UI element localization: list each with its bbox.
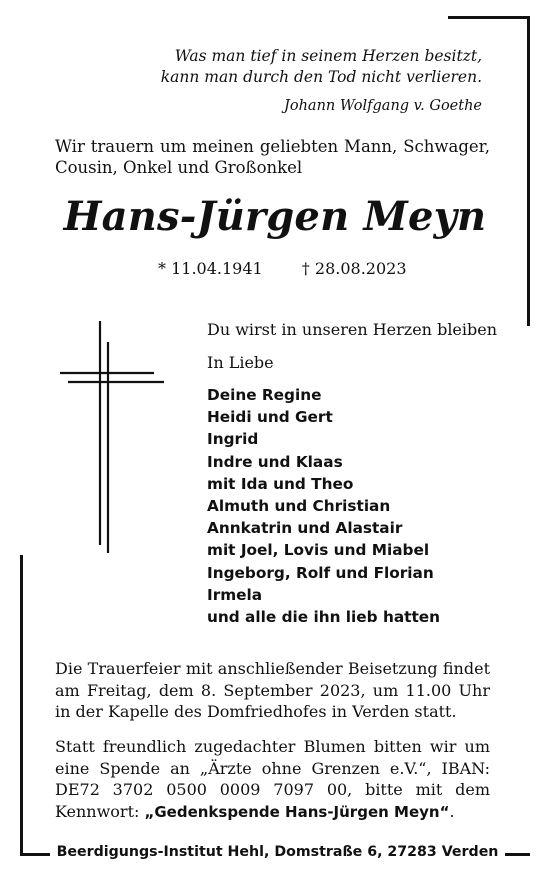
mourner-name: Indre und Klaas: [207, 452, 343, 471]
mourner-name: Irmela: [207, 585, 263, 604]
donation-end: .: [449, 801, 455, 821]
life-dates: [158, 259, 407, 278]
quote-line-2: kann man durch den Tod nicht verlieren.: [160, 68, 482, 86]
birth-date: * 11.04.1941: [158, 259, 263, 278]
mourner-name: und alle die ihn lieb hatten: [207, 608, 441, 627]
mourner-name: Ingrid: [207, 430, 259, 449]
mourner-name: mit Joel, Lovis und Miabel: [207, 541, 430, 560]
death-date: † 28.08.2023: [301, 259, 407, 278]
frame-line-right: [527, 16, 530, 326]
frame-line-bottom-right: [505, 853, 530, 856]
in-love-label: In Liebe: [207, 353, 274, 372]
mourner-name: Almuth und Christian: [207, 497, 391, 516]
mourner-name: Annkatrin und Alastair: [207, 519, 403, 538]
frame-line-top: [448, 16, 530, 19]
mourner-name: Ingeborg, Rolf und Florian: [207, 563, 434, 582]
intro-text: Wir trauern um meinen geliebten Mann, Schwager, Cousin, Onkel und Großonkel: [55, 137, 490, 177]
deceased-name: Hans-Jürgen Meyn: [63, 193, 487, 240]
mourner-name: mit Ida und Theo: [207, 474, 354, 493]
donation-notice: [55, 736, 490, 823]
mourner-name: Deine Regine: [207, 386, 322, 404]
goethe-quote: [161, 46, 482, 117]
funeral-home-footer: Beerdigungs-Institut Hehl, Domstraße 6, 27283 Verden: [56, 844, 499, 860]
donation-text: Statt freundlich zugedachter Blumen bitten wir um eine Spende an „Ärzte ohne Grenzen e.V.“, IBAN: DE72 3702 0500 0009 7097 00, bitte mit dem Kennwort:: [55, 737, 490, 821]
mourner-name: Heidi und Gert: [207, 408, 333, 427]
quote-author: Johann Wolfgang v. Goethe: [284, 98, 482, 114]
frame-line-left: [20, 555, 23, 855]
funeral-notice: Die Trauerfeier mit anschließender Beisetzung findet am Freitag, dem 8. September 2023, um 11.00 Uhr in der Kapelle des Domfriedhofes in Verden statt.: [55, 659, 490, 721]
family-block: [207, 319, 497, 628]
donation-keyword: „Gedenkspende Hans-Jürgen Meyn“: [144, 802, 450, 821]
quote-line-1: Was man tief in seinem Herzen besitzt,: [174, 47, 482, 65]
frame-line-bottom-left: [20, 853, 50, 856]
mourner-list: [207, 384, 497, 628]
farewell-message: Du wirst in unseren Herzen bleiben: [207, 320, 498, 339]
